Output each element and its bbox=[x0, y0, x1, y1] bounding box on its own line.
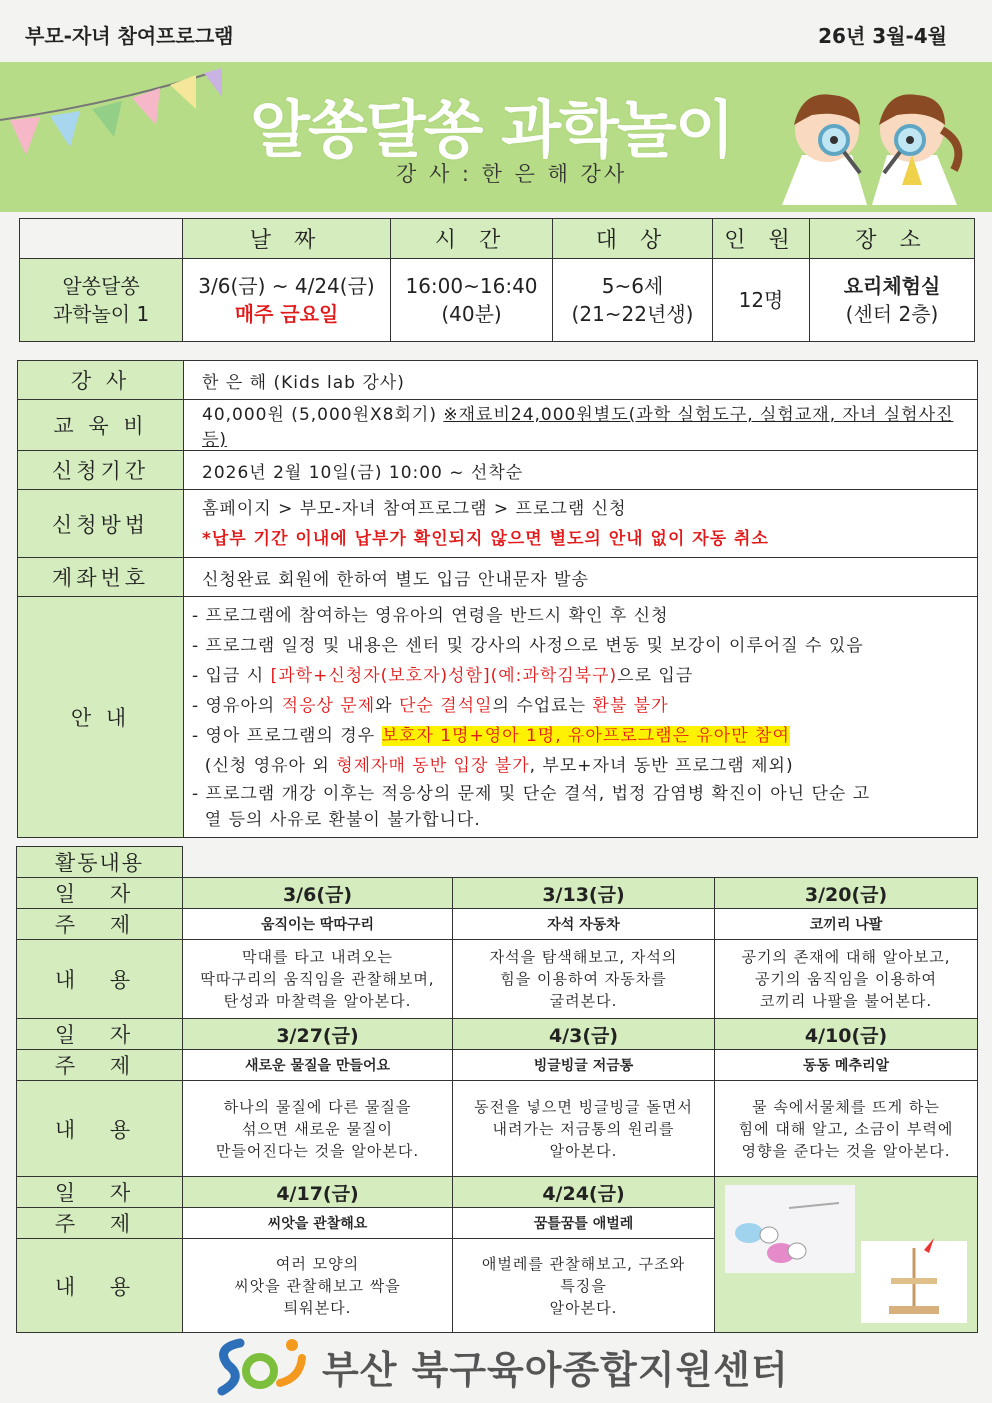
program-count: 12명 bbox=[713, 259, 810, 342]
notice-item: - 프로그램 일정 및 내용은 센터 및 강사의 사정으로 변동 및 보강이 이루어질 수 있음 bbox=[192, 636, 864, 656]
date-row-label: 일 자 bbox=[17, 1019, 183, 1050]
instructor-subtitle: 강 사 : 한 은 해 강사 bbox=[396, 162, 628, 186]
week-date: 3/13(금) bbox=[453, 878, 715, 909]
notice-item: - 영유아의 적응상 문제와 단순 결석일의 수업료는 환불 불가 bbox=[192, 696, 669, 716]
week-content: 동전을 넣으면 빙글빙글 돌면서 내려가는 저금통의 원리를 알아본다. bbox=[453, 1081, 715, 1177]
week-topic: 씨앗을 관찰해요 bbox=[183, 1208, 453, 1239]
bunting-flags-icon bbox=[0, 65, 240, 165]
program-place: 요리체험실 (센터 2층) bbox=[810, 259, 975, 342]
week-date: 3/27(금) bbox=[183, 1019, 453, 1050]
week-date: 3/20(금) bbox=[715, 878, 978, 909]
page-title: 알쏭달쏭 과학놀이 bbox=[250, 93, 733, 166]
account-value: 신청완료 회원에 한하여 별도 입금 안내문자 발송 bbox=[184, 558, 978, 597]
week-date: 3/6(금) bbox=[183, 878, 453, 909]
week-topic: 움직이는 딱따구리 bbox=[183, 909, 453, 940]
info-table bbox=[17, 360, 978, 838]
header-place: 장 소 bbox=[810, 219, 975, 259]
program-summary-table bbox=[19, 218, 975, 342]
week-content: 공기의 존재에 대해 알아보고, 공기의 움직임을 이용하여 코끼리 나팔을 불어본다. bbox=[715, 940, 978, 1019]
program-date: 3/6(금) ~ 4/24(금) 매주 금요일 bbox=[183, 259, 391, 342]
account-label: 계좌번호 bbox=[18, 558, 184, 597]
notice-item: - 프로그램에 참여하는 영유아의 연령을 반드시 확인 후 신청 bbox=[192, 606, 669, 626]
date-row-label: 일 자 bbox=[17, 878, 183, 909]
notice-item: 열 등의 사유로 환불이 불가합니다. bbox=[192, 810, 481, 830]
topic-row-label: 주 제 bbox=[17, 909, 183, 940]
period-label: 신청기간 bbox=[18, 451, 184, 490]
center-logo-icon bbox=[210, 1333, 310, 1397]
program-target: 5~6세 (21~22년생) bbox=[553, 259, 713, 342]
week-topic: 자석 자동차 bbox=[453, 909, 715, 940]
activity-photos bbox=[715, 1177, 978, 1333]
content-row-label: 내 용 bbox=[17, 1081, 183, 1177]
program-name: 알쏭달쏭 과학놀이 1 bbox=[20, 259, 183, 342]
week-content: 막대를 타고 내려오는 딱따구리의 움직임을 관찰해보며, 탄성과 마찰력을 알아본다. bbox=[183, 940, 453, 1019]
fee-value: 40,000원 (5,000원X8회기) ※재료비24,000원별도(과학 실험도구, 실험교재, 자녀 실험사진 등) bbox=[184, 400, 978, 451]
header-count: 인 원 bbox=[713, 219, 810, 259]
week-topic: 동동 메추리알 bbox=[715, 1050, 978, 1081]
week-topic: 코끼리 나팔 bbox=[715, 909, 978, 940]
program-category: 부모-자녀 참여프로그램 bbox=[25, 24, 234, 48]
period-value: 2026년 2월 10일(금) 10:00 ~ 선착순 bbox=[184, 451, 978, 490]
week-content: 물 속에서물체를 뜨게 하는 힘에 대해 알고, 소금이 부력에 영향을 준다는 것을 알아본다. bbox=[715, 1081, 978, 1177]
week-content: 하나의 물질에 다른 물질을 섞으면 새로운 물질이 만들어진다는 것을 알아본다. bbox=[183, 1081, 453, 1177]
method-warning: *납부 기간 이내에 납부가 확인되지 않으면 별도의 안내 없이 자동 취소 bbox=[202, 528, 769, 549]
week-date: 4/3(금) bbox=[453, 1019, 715, 1050]
week-date: 4/10(금) bbox=[715, 1019, 978, 1050]
method-label: 신청방법 bbox=[18, 490, 184, 558]
week-topic: 꿈틀꿈틀 애벌레 bbox=[453, 1208, 715, 1239]
activity-table bbox=[16, 846, 978, 1333]
header-target: 대 상 bbox=[553, 219, 713, 259]
date-row-label: 일 자 bbox=[17, 1177, 183, 1208]
week-date: 4/24(금) bbox=[453, 1177, 715, 1208]
summary-corner bbox=[20, 219, 183, 259]
top-bar bbox=[0, 0, 992, 62]
week-content: 여러 모양의 씨앗을 관찰해보고 싹을 틔워본다. bbox=[183, 1239, 453, 1333]
week-content: 애벌레를 관찰해보고, 구조와 특징을 알아본다. bbox=[453, 1239, 715, 1333]
header-date: 날 짜 bbox=[183, 219, 391, 259]
topic-row-label: 주 제 bbox=[17, 1208, 183, 1239]
center-name: 부산 북구육아종합지원센터 bbox=[322, 1348, 789, 1392]
activity-photos-image bbox=[719, 1178, 974, 1328]
topic-row-label: 주 제 bbox=[17, 1050, 183, 1081]
week-topic: 새로운 물질을 만들어요 bbox=[183, 1050, 453, 1081]
notice-item: - 영아 프로그램의 경우 보호자 1명+영아 1명, 유아프로그램은 유아만 참여 bbox=[192, 726, 790, 746]
footer bbox=[210, 1333, 810, 1397]
instructor-label: 강 사 bbox=[18, 361, 184, 400]
kids-magnifier-illustration bbox=[772, 85, 972, 205]
notice-item: (신청 영유아 외 형제자매 동반 입장 불가, 부모+자녀 동반 프로그램 제외) bbox=[192, 756, 794, 776]
week-topic: 빙글빙글 저금통 bbox=[453, 1050, 715, 1081]
notice-list bbox=[184, 597, 978, 838]
notice-item: - 프로그램 개강 이후는 적응상의 문제 및 단순 결석, 법정 감염병 확진이 아닌 단순 고 bbox=[192, 784, 871, 804]
fee-material-note: ※재료비24,000원별도(과학 실험도구, 실험교재, 자녀 실험사진 등) bbox=[202, 405, 954, 450]
program-period: 26년 3월-4월 bbox=[818, 24, 947, 48]
instructor-value: 한 은 해 (Kids lab 강사) bbox=[184, 361, 978, 400]
notice-label: 안 내 bbox=[18, 597, 184, 838]
week-content: 자석을 탐색해보고, 자석의 힘을 이용하여 자동차를 굴려본다. bbox=[453, 940, 715, 1019]
method-value: 홈페이지 > 부모-자녀 참여프로그램 > 프로그램 신청 *납부 기간 이내에 납부가 확인되지 않으면 별도의 안내 없이 자동 취소 bbox=[184, 490, 978, 558]
header-time: 시 간 bbox=[391, 219, 553, 259]
date-note: 매주 금요일 bbox=[234, 302, 339, 326]
activity-title: 활동내용 bbox=[17, 847, 183, 878]
content-row-label: 내 용 bbox=[17, 1239, 183, 1333]
week-date: 4/17(금) bbox=[183, 1177, 453, 1208]
content-row-label: 내 용 bbox=[17, 940, 183, 1019]
notice-item: - 입금 시 [과학+신청자(보호자)성함](예:과학김북구)으로 입금 bbox=[192, 666, 694, 686]
program-time: 16:00~16:40 (40분) bbox=[391, 259, 553, 342]
fee-label: 교 육 비 bbox=[18, 400, 184, 451]
